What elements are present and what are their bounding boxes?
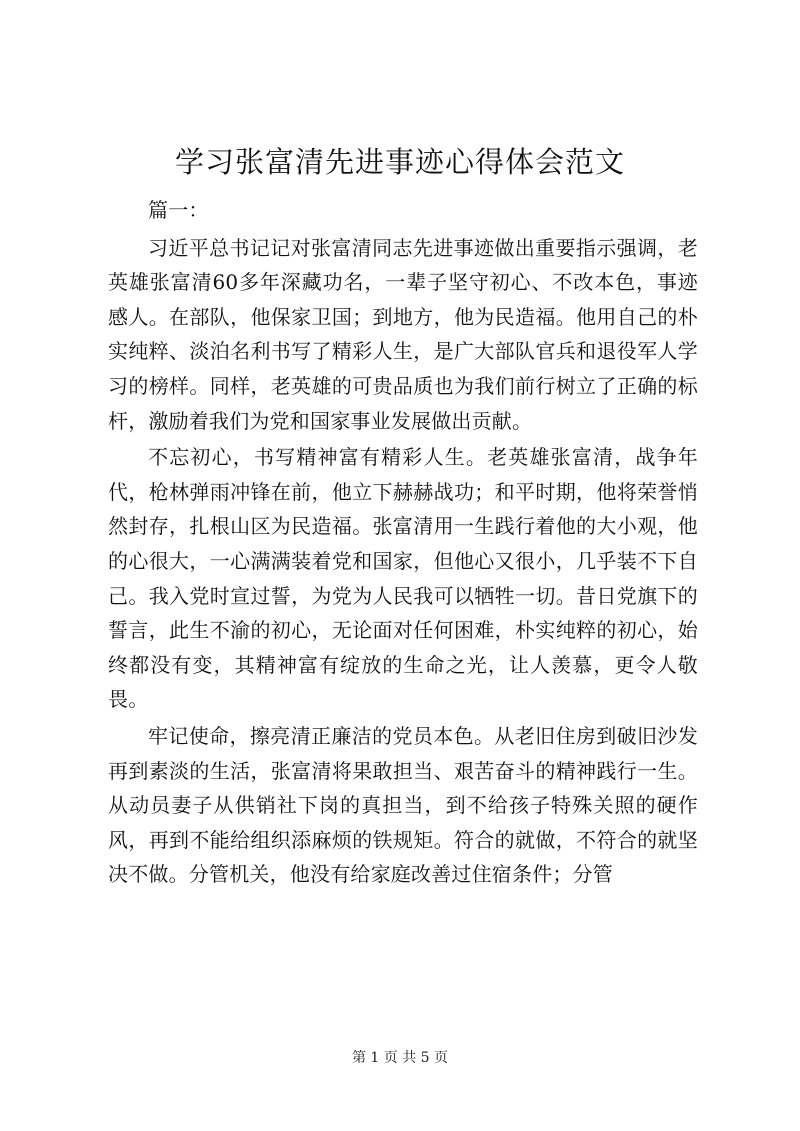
document-title: 学习张富清先进事迹心得体会范文	[174, 145, 625, 179]
page-footer: 第 1 页 共 5 页	[351, 1050, 449, 1066]
section-label: 篇一：	[148, 198, 209, 222]
paragraph-3: 牢记使命，擦亮清正廉洁的党员本色。从老旧住房到破旧沙发再到素淡的生活，张富清将果敢担当、艰苦奋斗的精神践行一生。从动员妻子从供销社下岗的真担当，到不给孩子特殊关照的硬作风，再到不能给组织添麻烦的铁规矩。符合的就做，不符合的就坚决不做。分管机关，他没有给家庭改善过住宿条件；分管	[108, 723, 698, 887]
paragraph-2: 不忘初心，书写精神富有精彩人生。老英雄张富清，战争年代，枪林弹雨冲锋在前，他立下赫赫战功；和平时期，他将荣誉悄然封存，扎根山区为民造福。张富清用一生践行着他的大小观，他的心很大，一心满满装着党和国家，但他心又很小，几乎装不下自己。我入党时宣过誓，为党为人民我可以牺牲一切。昔日党旗下的誓言，此生不渝的初心，无论面对任何困难，朴实纯粹的初心，始终都没有变，其精神富有绽放的生命之光，让人羡慕，更令人敬畏。	[108, 445, 698, 712]
paragraph-1: 习近平总书记记对张富清同志先进事迹做出重要指示强调，老英雄张富清60多年深藏功名，一辈子坚守初心、不改本色，事迹感人。在部队，他保家卫国；到地方，他为民造福。他用自己的朴实纯粹、淡泊名利书写了精彩人生，是广大部队官兵和退役军人学习的榜样。同样，老英雄的可贵品质也为我们前行树立了正确的标杆，激励着我们为党和国家事业发展做出贡献。	[108, 235, 698, 433]
document-body	[108, 193, 698, 892]
